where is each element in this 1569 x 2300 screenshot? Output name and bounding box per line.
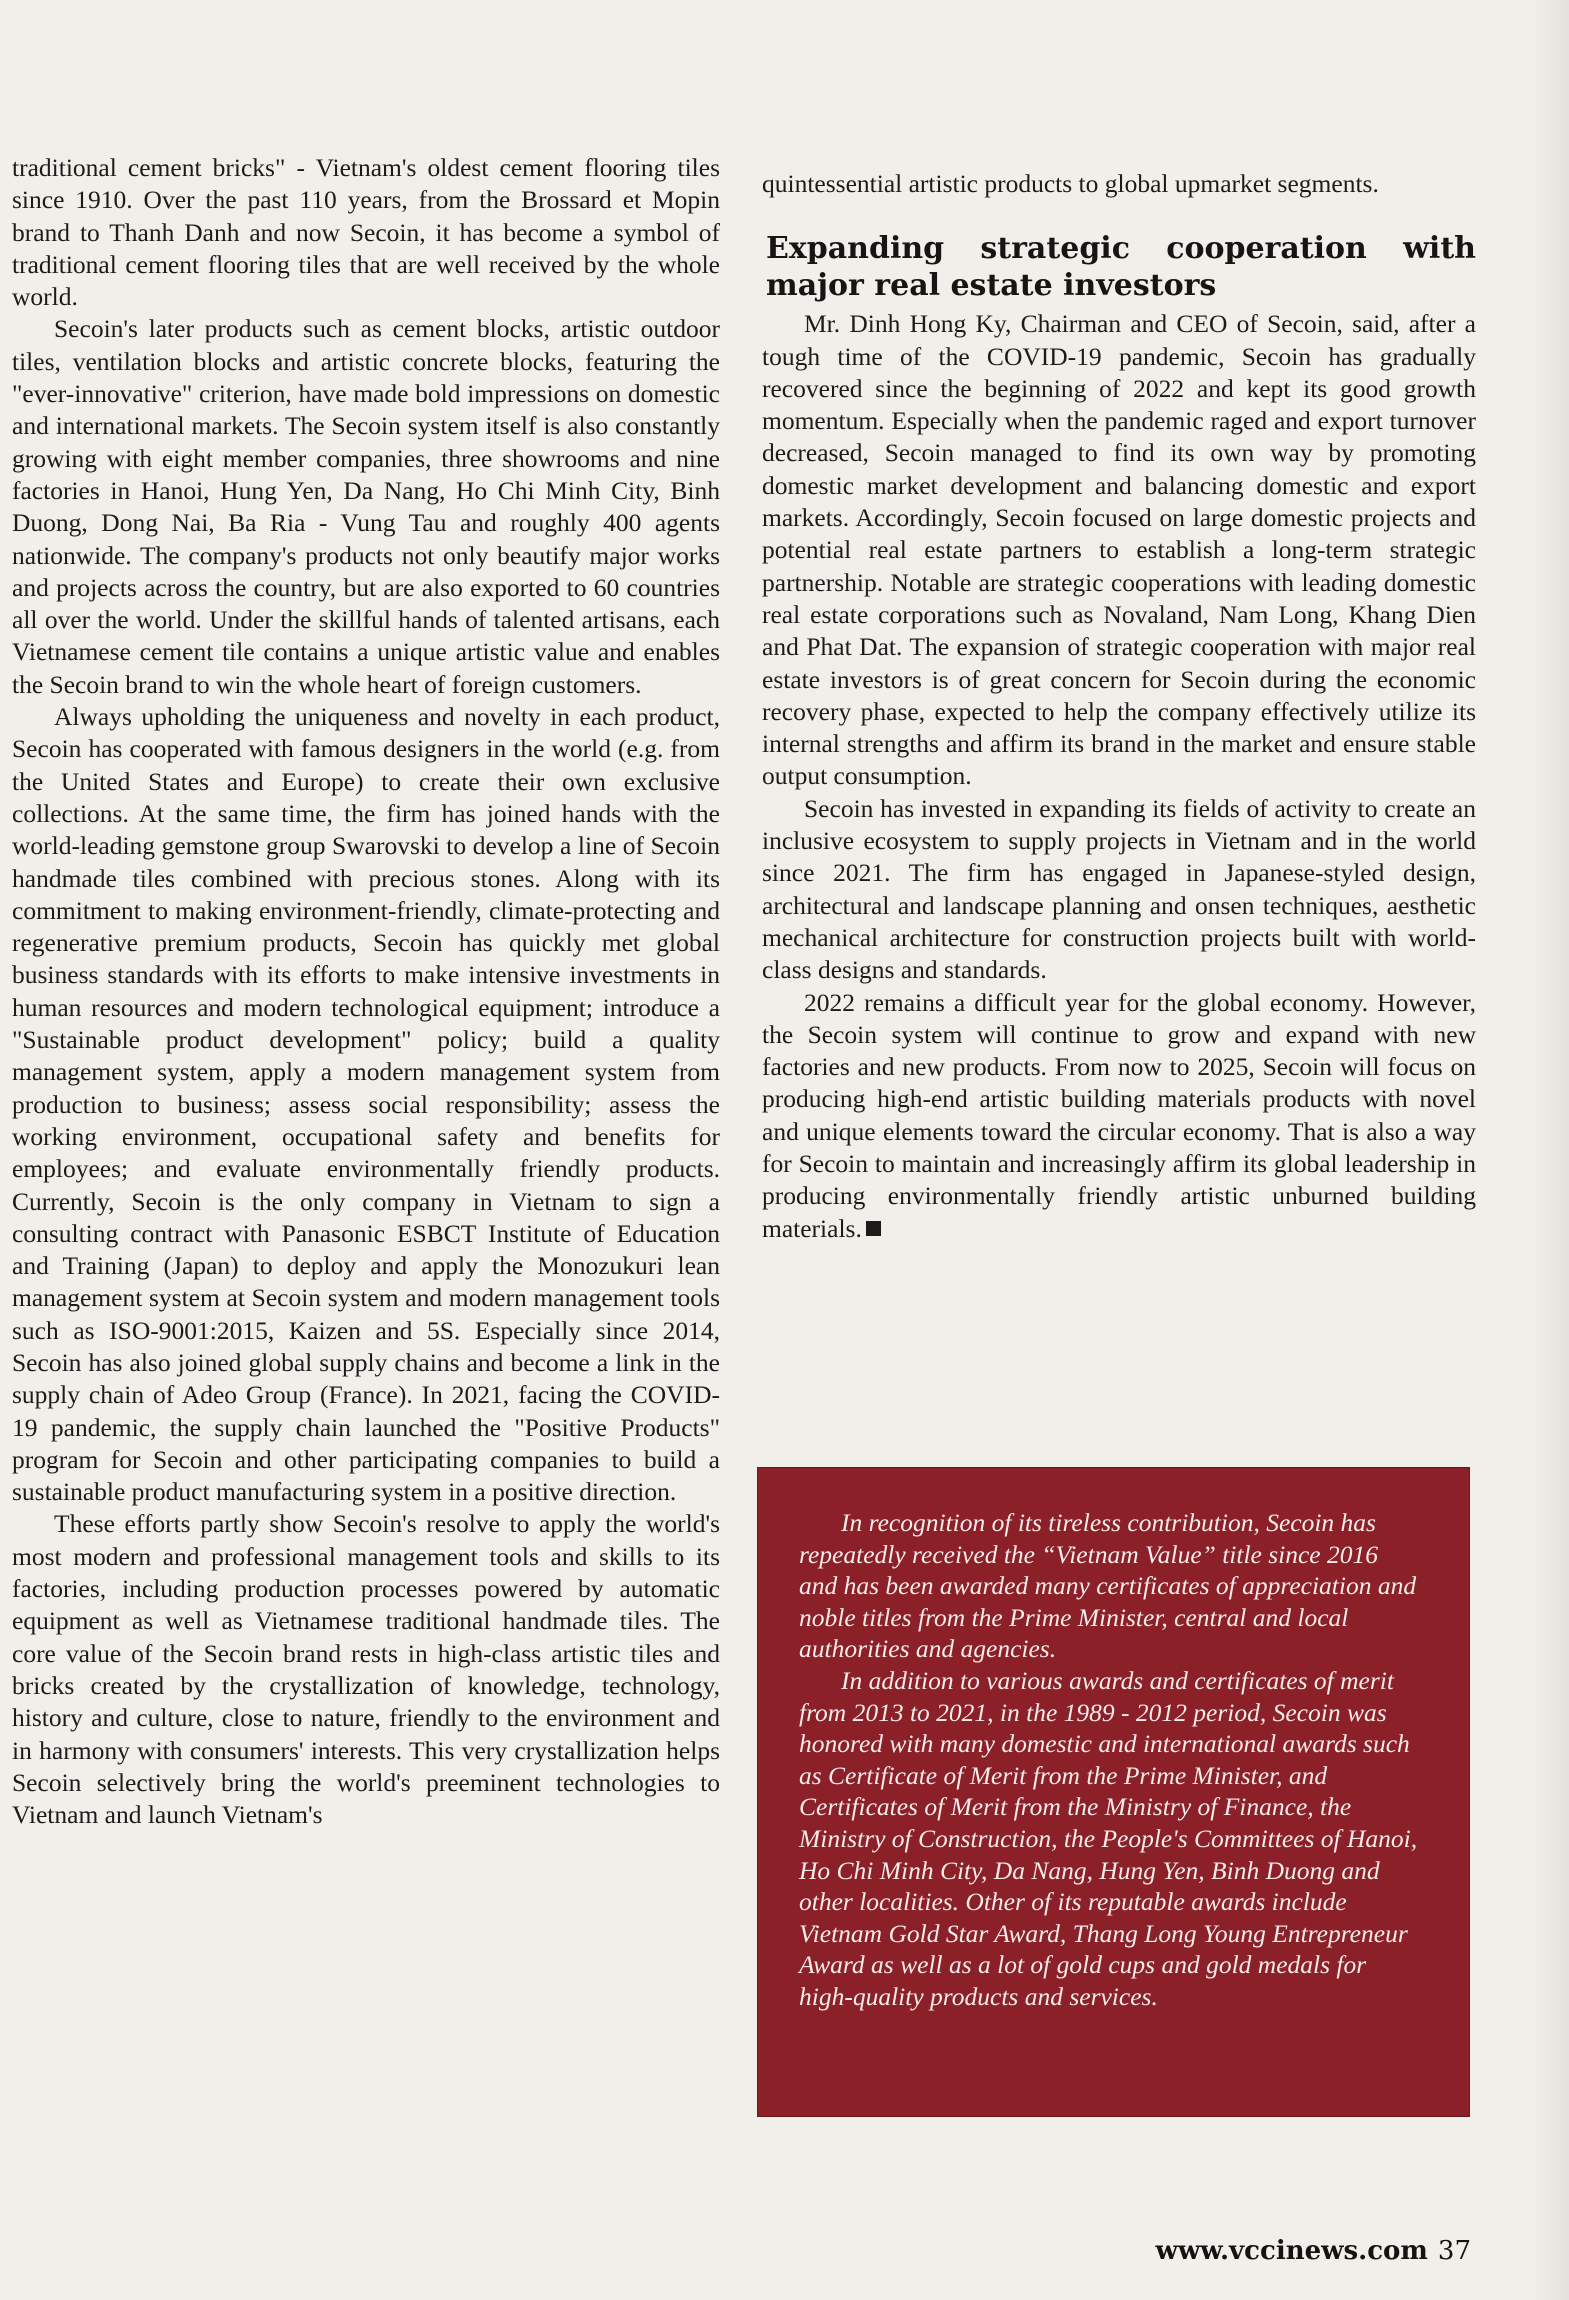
section-heading: Expanding strategic cooperation with major real estate investors — [766, 231, 1476, 304]
awards-callout-box — [757, 1467, 1470, 2117]
right-paragraph-3-text: 2022 remains a difficult year for the global economy. However, the Secoin system will continue to grow and expand with new factories and new products. From now to 2025, Secoin will focus on producing high-end artistic building materials products with novel and unique elements toward the circular economy. That is also a way for Secoin to maintain and increasingly affirm its global leadership in producing environmentally friendly artistic unburned building materials. — [762, 987, 1476, 1243]
page-edge-shadow — [1533, 0, 1569, 2300]
left-paragraph-3: Always upholding the uniqueness and novelty in each product, Secoin has cooperated with famous designers in the world (e.g. from the United States and Europe) to create their own exclusive collections. At the same time, the firm has joined hands with the world-leading gemstone group Swarovski to develop a line of Secoin handmade tiles combined with precious stones. Along with its commitment to making environment-friendly, climate-protecting and regenerative premium products, Secoin has quickly met global business standards with its efforts to make intensive investments in human resources and modern technological equipment; introduce a "Sustainable product development" policy; build a quality management system, apply a modern management system from production to business; assess social responsibility; assess the working environment, occupational safety and benefits for employees; and evaluate environmentally friendly products. Currently, Secoin is the only company in Vietnam to sign a consulting contract with Panasonic ESBCT Institute of Education and Training (Japan) to deploy and apply the Monozukuri lean management system at Secoin system and modern management tools such as ISO-9001:2015, Kaizen and 5S. Especially since 2014, Secoin has also joined global supply chains and become a link in the supply chain of Adeo Group (France). In 2021, facing the COVID-19 pandemic, the supply chain launched the "Positive Products" program for Secoin and other participating companies to build a sustainable product manufacturing system in a positive direction. — [12, 702, 720, 1507]
right-lead-paragraph: quintessential artistic products to global upmarket segments. — [762, 169, 1379, 198]
callout-paragraph-1: In recognition of its tireless contribution, Secoin has repeatedly received the “Vietnam Value” title since 2016 and has been awarded many certificates of appreciation and noble titles from the Prime Minister, central and local authorities and agencies. — [799, 1508, 1417, 1664]
left-article-column — [12, 152, 720, 1831]
right-article-column — [762, 168, 1476, 1245]
callout-text — [799, 1507, 1419, 2013]
end-of-article-mark — [866, 1221, 881, 1236]
page-number: 37 — [1437, 2236, 1471, 2266]
left-paragraph-2: Secoin's later products such as cement blocks, artistic outdoor tiles, ventilation blocks and artistic concrete blocks, featuring the "ever-innovative" criterion, have made bold impressions on domestic and international markets. The Secoin system itself is also constantly growing with eight member companies, three showrooms and nine factories in Hanoi, Hung Yen, Da Nang, Ho Chi Minh City, Binh Duong, Dong Nai, Ba Ria - Vung Tau and roughly 400 agents nationwide. The company's products not only beautify major works and projects across the country, but are also exported to 60 countries all over the world. Under the skillful hands of talented artisans, each Vietnamese cement tile contains a unique artistic value and enables the Secoin brand to win the whole heart of foreign customers. — [12, 314, 720, 699]
right-paragraph-1: Mr. Dinh Hong Ky, Chairman and CEO of Secoin, said, after a tough time of the COVID-19 pandemic, Secoin has gradually recovered since the beginning of 2022 and kept its good growth momentum. Especially when the pandemic raged and export turnover decreased, Secoin managed to find its own way by promoting domestic market development and balancing domestic and export markets. Accordingly, Secoin focused on large domestic projects and potential real estate partners to establish a long-term strategic partnership. Notable are strategic cooperations with leading domestic real estate corporations such as Novaland, Nam Long, Khang Dien and Phat Dat. The expansion of strategic cooperation with major real estate investors is of great concern for Secoin during the economic recovery phase, expected to help the company effectively utilize its internal strengths and affirm its brand in the market and ensure stable output consumption. — [762, 309, 1476, 791]
right-paragraph-2: Secoin has invested in expanding its fields of activity to create an inclusive ecosystem to supply projects in Vietnam and in the world since 2021. The firm has engaged in Japanese-styled design, architectural and landscape planning and onsen techniques, aesthetic mechanical architecture for construction projects built with world-class designs and standards. — [762, 793, 1476, 985]
footer-website: www.vccinews.com — [1155, 2236, 1428, 2266]
page-footer — [1155, 2236, 1471, 2266]
callout-paragraph-2: In addition to various awards and certificates of merit from 2013 to 2021, in the 1989 - 2012 period, Secoin was honored with many domestic and international awards such as Certificate of Merit from the Prime Minister, and Certificates of Merit from the Ministry of Finance, the Ministry of Construction, the People's Committees of Hanoi, Ho Chi Minh City, Da Nang, Hung Yen, Binh Duong and other localities. Other of its reputable awards include Vietnam Gold Star Award, Thang Long Young Entrepreneur Award as well as a lot of gold cups and gold medals for high-quality products and services. — [799, 1665, 1418, 2011]
left-paragraph-1: traditional cement bricks" - Vietnam's oldest cement flooring tiles since 1910. Over the past 110 years, from the Brossard et Mopin brand to Thanh Danh and now Secoin, it has become a symbol of traditional cement flooring tiles that are well received by the whole world. — [12, 153, 720, 312]
right-paragraph-3 — [762, 987, 1476, 1245]
left-paragraph-4: These efforts partly show Secoin's resolve to apply the world's most modern and professional management tools and skills to its factories, including production processes powered by automatic equipment as well as Vietnamese traditional handmade tiles. The core value of the Secoin brand rests in high-class artistic tiles and bricks created by the crystallization of knowledge, technology, history and culture, close to nature, friendly to the environment and in harmony with consumers' interests. This very crystallization helps Secoin selectively bring the world's preeminent technologies to Vietnam and launch Vietnam's — [12, 1509, 720, 1830]
